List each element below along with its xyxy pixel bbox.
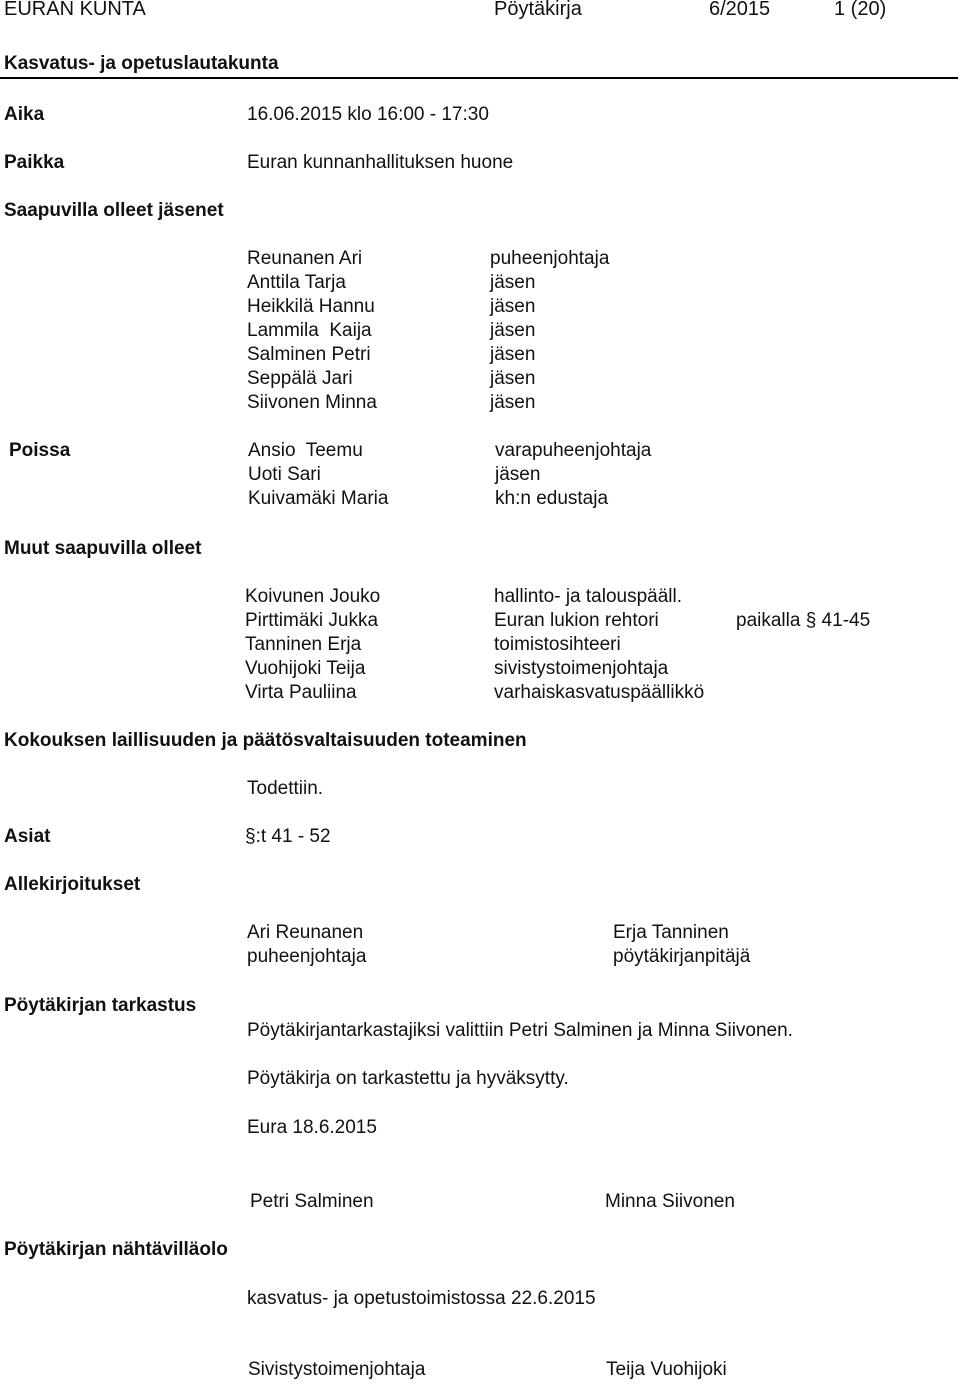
review-place-date: Eura 18.6.2015 xyxy=(247,1117,377,1138)
member-name: Reunanen Ari xyxy=(247,248,363,269)
member-name: Vuohijoki Teija xyxy=(245,658,366,679)
member-name: Koivunen Jouko xyxy=(245,586,381,607)
member-name: Tanninen Erja xyxy=(245,634,362,655)
place-value: Euran kunnanhallituksen huone xyxy=(247,152,514,173)
time-label: Aika xyxy=(4,104,45,125)
member-role: jäsen xyxy=(490,296,536,317)
member-name: Heikkilä Hannu xyxy=(247,296,375,317)
member-name: Ansio Teemu xyxy=(248,440,363,461)
member-name: Salminen Petri xyxy=(247,344,371,365)
member-role: jäsen xyxy=(490,392,536,413)
member-name: Anttila Tarja xyxy=(247,272,346,293)
time-value: 16.06.2015 klo 16:00 - 17:30 xyxy=(247,104,489,125)
document-type: Pöytäkirja xyxy=(494,0,582,20)
chair-name: Ari Reunanen xyxy=(247,922,364,943)
member-role: hallinto- ja talouspääll. xyxy=(494,586,683,607)
member-role: puheenjohtaja xyxy=(490,248,610,269)
page-number: 1 (20) xyxy=(834,0,887,20)
member-role: jäsen xyxy=(490,272,536,293)
absent-heading: Poissa xyxy=(9,440,71,461)
member-name: Kuivamäki Maria xyxy=(248,488,389,509)
review-heading: Pöytäkirjan tarkastus xyxy=(4,995,197,1016)
signer-title: Sivistystoimenjohtaja xyxy=(248,1359,426,1380)
member-name: Siivonen Minna xyxy=(247,392,377,413)
matters-label: Asiat xyxy=(4,826,51,847)
quorum-text: Todettiin. xyxy=(247,778,324,799)
member-role: jäsen xyxy=(495,464,541,485)
member-name: Seppälä Jari xyxy=(247,368,353,389)
member-role: jäsen xyxy=(490,344,536,365)
attendance-note: paikalla § 41-45 xyxy=(736,610,871,631)
member-role: sivistystoimenjohtaja xyxy=(494,658,669,679)
signatures-heading: Allekirjoitukset xyxy=(4,874,141,895)
member-name: Lammila Kaija xyxy=(247,320,372,341)
others-heading: Muut saapuvilla olleet xyxy=(4,538,202,559)
matters-value: §:t 41 - 52 xyxy=(245,826,331,847)
review-text-2: Pöytäkirja on tarkastettu ja hyväksytty. xyxy=(247,1068,569,1089)
chair-role: puheenjohtaja xyxy=(247,946,367,967)
secretary-name: Erja Tanninen xyxy=(613,922,729,943)
member-role: kh:n edustaja xyxy=(495,488,609,509)
member-name: Uoti Sari xyxy=(248,464,321,485)
public-display-heading: Pöytäkirjan nähtävilläolo xyxy=(4,1239,228,1260)
member-role: jäsen xyxy=(490,368,536,389)
member-role: toimistosihteeri xyxy=(494,634,621,655)
board-name: Kasvatus- ja opetuslautakunta xyxy=(4,53,279,74)
header-divider xyxy=(0,77,958,79)
signer-name: Teija Vuohijoki xyxy=(606,1359,727,1380)
municipality-name: EURAN KUNTA xyxy=(4,0,146,20)
review-text-1: Pöytäkirjantarkastajiksi valittiin Petri Salminen ja Minna Siivonen. xyxy=(247,1020,793,1041)
present-heading: Saapuvilla olleet jäsenet xyxy=(4,200,224,221)
member-role: varapuheenjohtaja xyxy=(495,440,652,461)
quorum-heading: Kokouksen laillisuuden ja päätösvaltaisuuden toteaminen xyxy=(4,730,527,751)
member-role: jäsen xyxy=(490,320,536,341)
place-label: Paikka xyxy=(4,152,65,173)
document-number: 6/2015 xyxy=(709,0,771,20)
member-name: Virta Pauliina xyxy=(245,682,357,703)
secretary-role: pöytäkirjanpitäjä xyxy=(613,946,751,967)
member-role: varhaiskasvatuspäällikkö xyxy=(494,682,705,703)
member-role: Euran lukion rehtori xyxy=(494,610,659,631)
reviewer-1-name: Petri Salminen xyxy=(250,1191,374,1212)
reviewer-2-name: Minna Siivonen xyxy=(605,1191,735,1212)
public-display-text: kasvatus- ja opetustoimistossa 22.6.2015 xyxy=(247,1288,596,1309)
member-name: Pirttimäki Jukka xyxy=(245,610,379,631)
